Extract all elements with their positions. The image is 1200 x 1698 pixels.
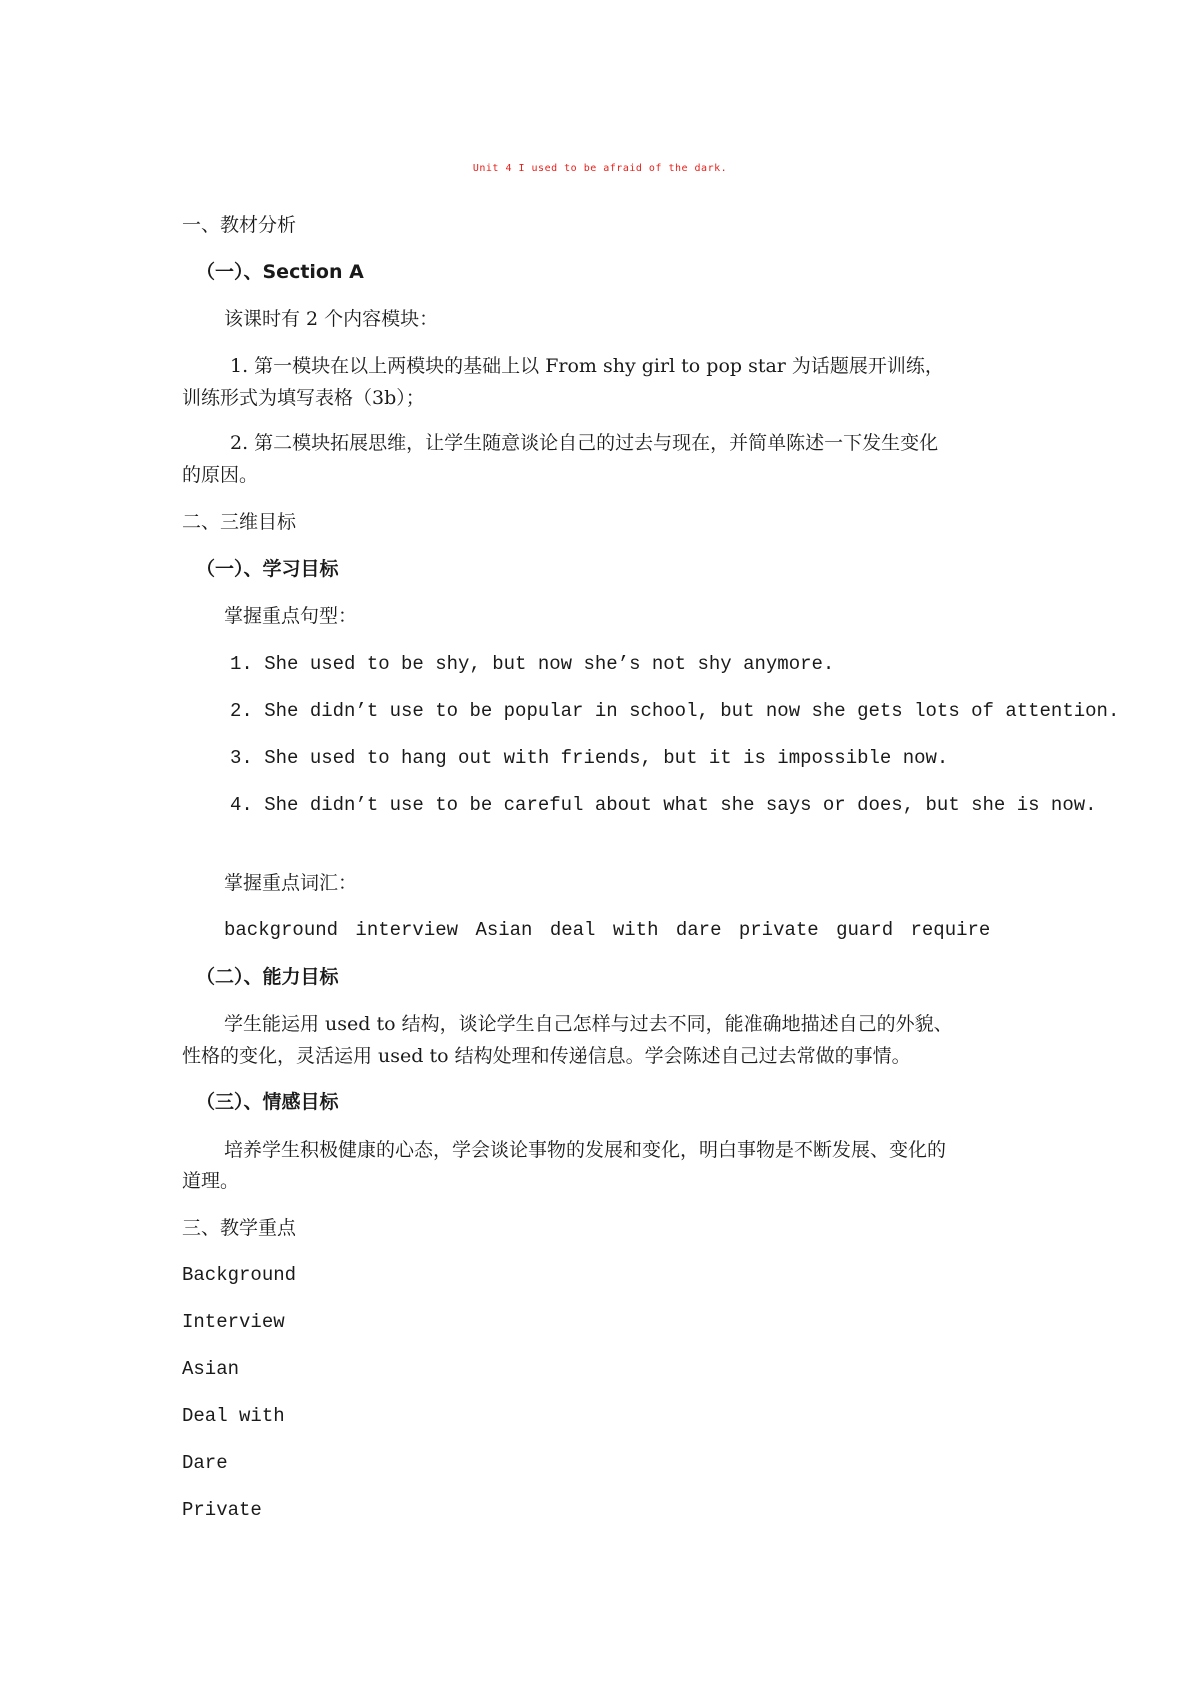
key-sentence-2: 2. She didn’t use to be popular in school, but now she gets lots of attention. [230,700,1120,722]
key-sentence-4: 4. She didn’t use to be careful about what she says or does, but she is now. [230,794,1097,816]
focus-word: Background [182,1264,297,1286]
subheading-ability-goals: （二）、能力目标 [196,966,339,988]
module2-line2: 的原因。 [182,464,259,486]
emotional-goals-line2: 道理。 [182,1170,240,1192]
module1-line2: 训练形式为填写表格（3b）； [182,387,425,409]
subheading-learning-goals: （一）、学习目标 [196,558,339,580]
module1-line1: 1. 第一模块在以上两模块的基础上以 From shy girl to pop star 为话题展开训练， [230,355,944,377]
subheading-section-a: （一）、Section A [196,261,364,283]
subheading-emotional-goals: （三）、情感目标 [196,1091,339,1113]
key-sentence-3: 3. She used to hang out with friends, but it is impossible now. [230,747,949,769]
focus-word: Dare [182,1452,228,1474]
section-heading-three-goals: 二、三维目标 [182,511,297,533]
module2-line1: 2. 第二模块拓展思维，让学生随意谈论自己的过去与现在，并简单陈述一下发生变化 [230,432,939,454]
ability-goals-line2: 性格的变化，灵活运用 used to 结构处理和传递信息。学会陈述自己过去常做的事情。 [182,1045,911,1067]
key-vocab-label: 掌握重点词汇： [224,872,358,894]
document-title: Unit 4 I used to be afraid of the dark. [472,163,728,174]
key-sentences-label: 掌握重点句型： [224,605,358,627]
focus-word: Private [182,1499,262,1521]
section-heading-textbook-analysis: 一、教材分析 [182,214,297,236]
focus-word: Deal with [182,1405,285,1427]
lesson-intro: 该课时有 2 个内容模块： [224,308,439,330]
focus-word: Asian [182,1358,240,1380]
ability-goals-line1: 学生能运用 used to 结构，谈论学生自己怎样与过去不同，能准确地描述自己的外貌、 [224,1013,953,1035]
focus-word: Interview [182,1311,285,1333]
section-heading-teaching-focus: 三、教学重点 [182,1217,297,1239]
key-sentence-1: 1. She used to be shy, but now she’s not shy anymore. [230,653,835,675]
key-vocab-list: background interview Asian deal with dare private guard require [224,919,991,941]
emotional-goals-line1: 培养学生积极健康的心态，学会谈论事物的发展和变化，明白事物是不断发展、变化的 [224,1139,947,1161]
